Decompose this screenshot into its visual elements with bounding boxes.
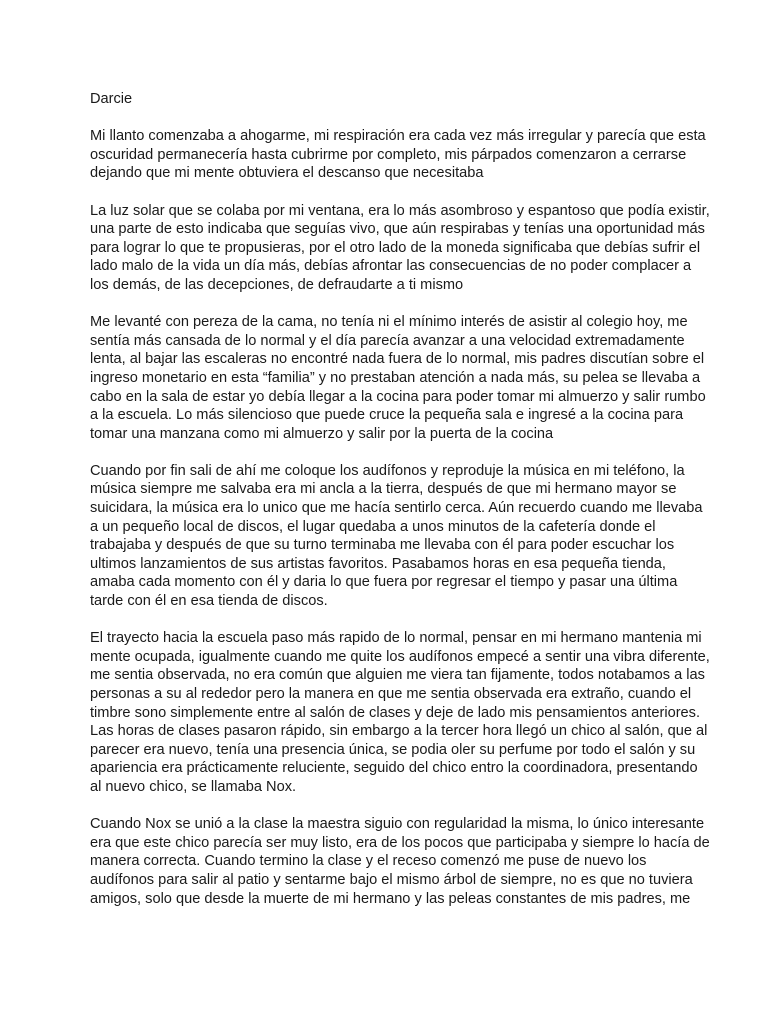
text-line: personas a su al rededor pero la manera en que me sentia observada era extraño, cuando el — [90, 686, 692, 702]
text-line: tarde con él en esa tienda de discos. — [90, 593, 328, 610]
text-line: a la escuela. Lo más silencioso que puede cruce la pequeña sala e ingresé a la cocina para — [90, 407, 684, 424]
text-line: amigos, solo que desde la muerte de mi hermano y las peleas constantes de mis padres, me — [90, 890, 691, 907]
text-line: música siempre me salvaba era mi ancla a la tierra, después de que mi hermano mayor se — [90, 481, 677, 498]
text-line: La luz solar que se colaba por mi ventana, era lo más asombroso y espantoso que podía existir, — [90, 202, 710, 219]
document-title: Darcie — [90, 91, 133, 107]
paragraph — [90, 462, 703, 611]
text-line: tomar una manzana como mi almuerzo y salir por la puerta de la cocina — [90, 425, 554, 442]
text-line: era que este chico parecía ser muy listo, era de los pocos que participaba y siempre lo hacía de — [90, 834, 710, 851]
text-line: trabajaba y después de que su turno terminaba me llevaba con él para poder escuchar los — [90, 537, 675, 554]
paragraph — [90, 815, 710, 908]
paragraph — [90, 202, 710, 295]
text-line: lado malo de la vida un día más, debías afrontar las consecuencias de no poder complacer a — [90, 258, 692, 275]
text-line: dejando que mi mente obtuviera el descanso que necesitaba — [90, 165, 484, 182]
text-line: Cuando por fin sali de ahí me coloque los audífonos y reproduje la música en mi teléfono, la — [90, 462, 685, 479]
text-line: manera correcta. Cuando termino la clase y el receso comenzó me puse de nuevo los — [90, 853, 647, 870]
text-line: amaba cada momento con él y daria lo que fuera por regresar el tiempo y pasar una última — [90, 574, 678, 591]
text-line: El trayecto hacia la escuela paso más rapido de lo normal, pensar en mi hermano mantenia mi — [90, 630, 702, 647]
text-line: Mi llanto comenzaba a ahogarme, mi respiración era cada vez más irregular y parecía que esta — [90, 128, 706, 145]
text-line: para lograr lo que te propusieras, por el otro lado de la moneda significaba que debías sufrir el — [90, 239, 701, 256]
text-line: al nuevo chico, se llamaba Nox. — [90, 778, 297, 795]
text-line: suicidara, la música era lo unico que me hacía sentirlo cerca. Aún recuerdo cuando me llevaba — [90, 500, 703, 517]
text-line: Cuando Nox se unió a la clase la maestra siguio con regularidad la misma, lo único interesante — [90, 816, 705, 833]
text-line: los demás, de las decepciones, de defraudarte a ti mismo — [90, 276, 464, 293]
text-line: ingreso monetario en esta “familia” y no prestaban atención a nada más, su pelea se llevaba a — [90, 369, 701, 386]
text-line: cabo en la sala de estar yo debía llegar a la cocina para poder tomar mi almuerzo y salir rumbo — [90, 388, 706, 405]
document-body — [90, 90, 710, 927]
text-line: timbre sono simplemente entre al salón de clases y deje de lado mis pensamientos anteriores. — [90, 704, 701, 721]
paragraph — [90, 313, 706, 443]
text-line: mente ocupada, igualmente cuando me quite los audífonos empecé a sentir una vibra diferente, — [90, 648, 710, 665]
text-line: audífonos para salir al patio y sentarme bajo el mismo árbol de siempre, no es que no tuviera — [90, 871, 693, 888]
text-line: Las horas de clases pasaron rápido, sin embargo a la tercer hora llegó un chico al salón, que al — [90, 723, 708, 740]
text-line: parecer era nuevo, tenía una presencia única, se podia oler su perfume por todo el salón y su — [90, 741, 696, 758]
paragraph — [90, 629, 710, 796]
text-line: Me levanté con pereza de la cama, no tenía ni el mínimo interés de asistir al colegio hoy, me — [90, 314, 688, 331]
text-line: una parte de esto indicaba que seguías vivo, que aún respirabas y tenías una oportunidad más — [90, 221, 705, 238]
text-line: oscuridad permanecería hasta cubrirme por completo, mis párpados comenzaron a cerrarse — [90, 146, 687, 163]
text-line: ultimos lanzamientos de sus artistas favoritos. Pasabamos horas en esa pequeña tienda, — [90, 555, 666, 572]
text-line: a un pequeño local de discos, el lugar quedaba a unos minutos de la cafetería donde el — [90, 518, 656, 535]
text-line: lenta, al bajar las escaleras no encontré nada fuera de lo normal, mis padres discutían sobre el — [90, 351, 705, 368]
text-line: apariencia era prácticamente reluciente, seguido del chico entro la coordinadora, presentando — [90, 760, 698, 777]
paragraph — [90, 127, 706, 183]
text-line: sentía más cansada de lo normal y el día parecía avanzar a una velocidad extremadamente — [90, 332, 685, 349]
text-line: me sentia observada, no era común que alguien me viera tan fijamente, todos notabamos a las — [90, 667, 705, 684]
